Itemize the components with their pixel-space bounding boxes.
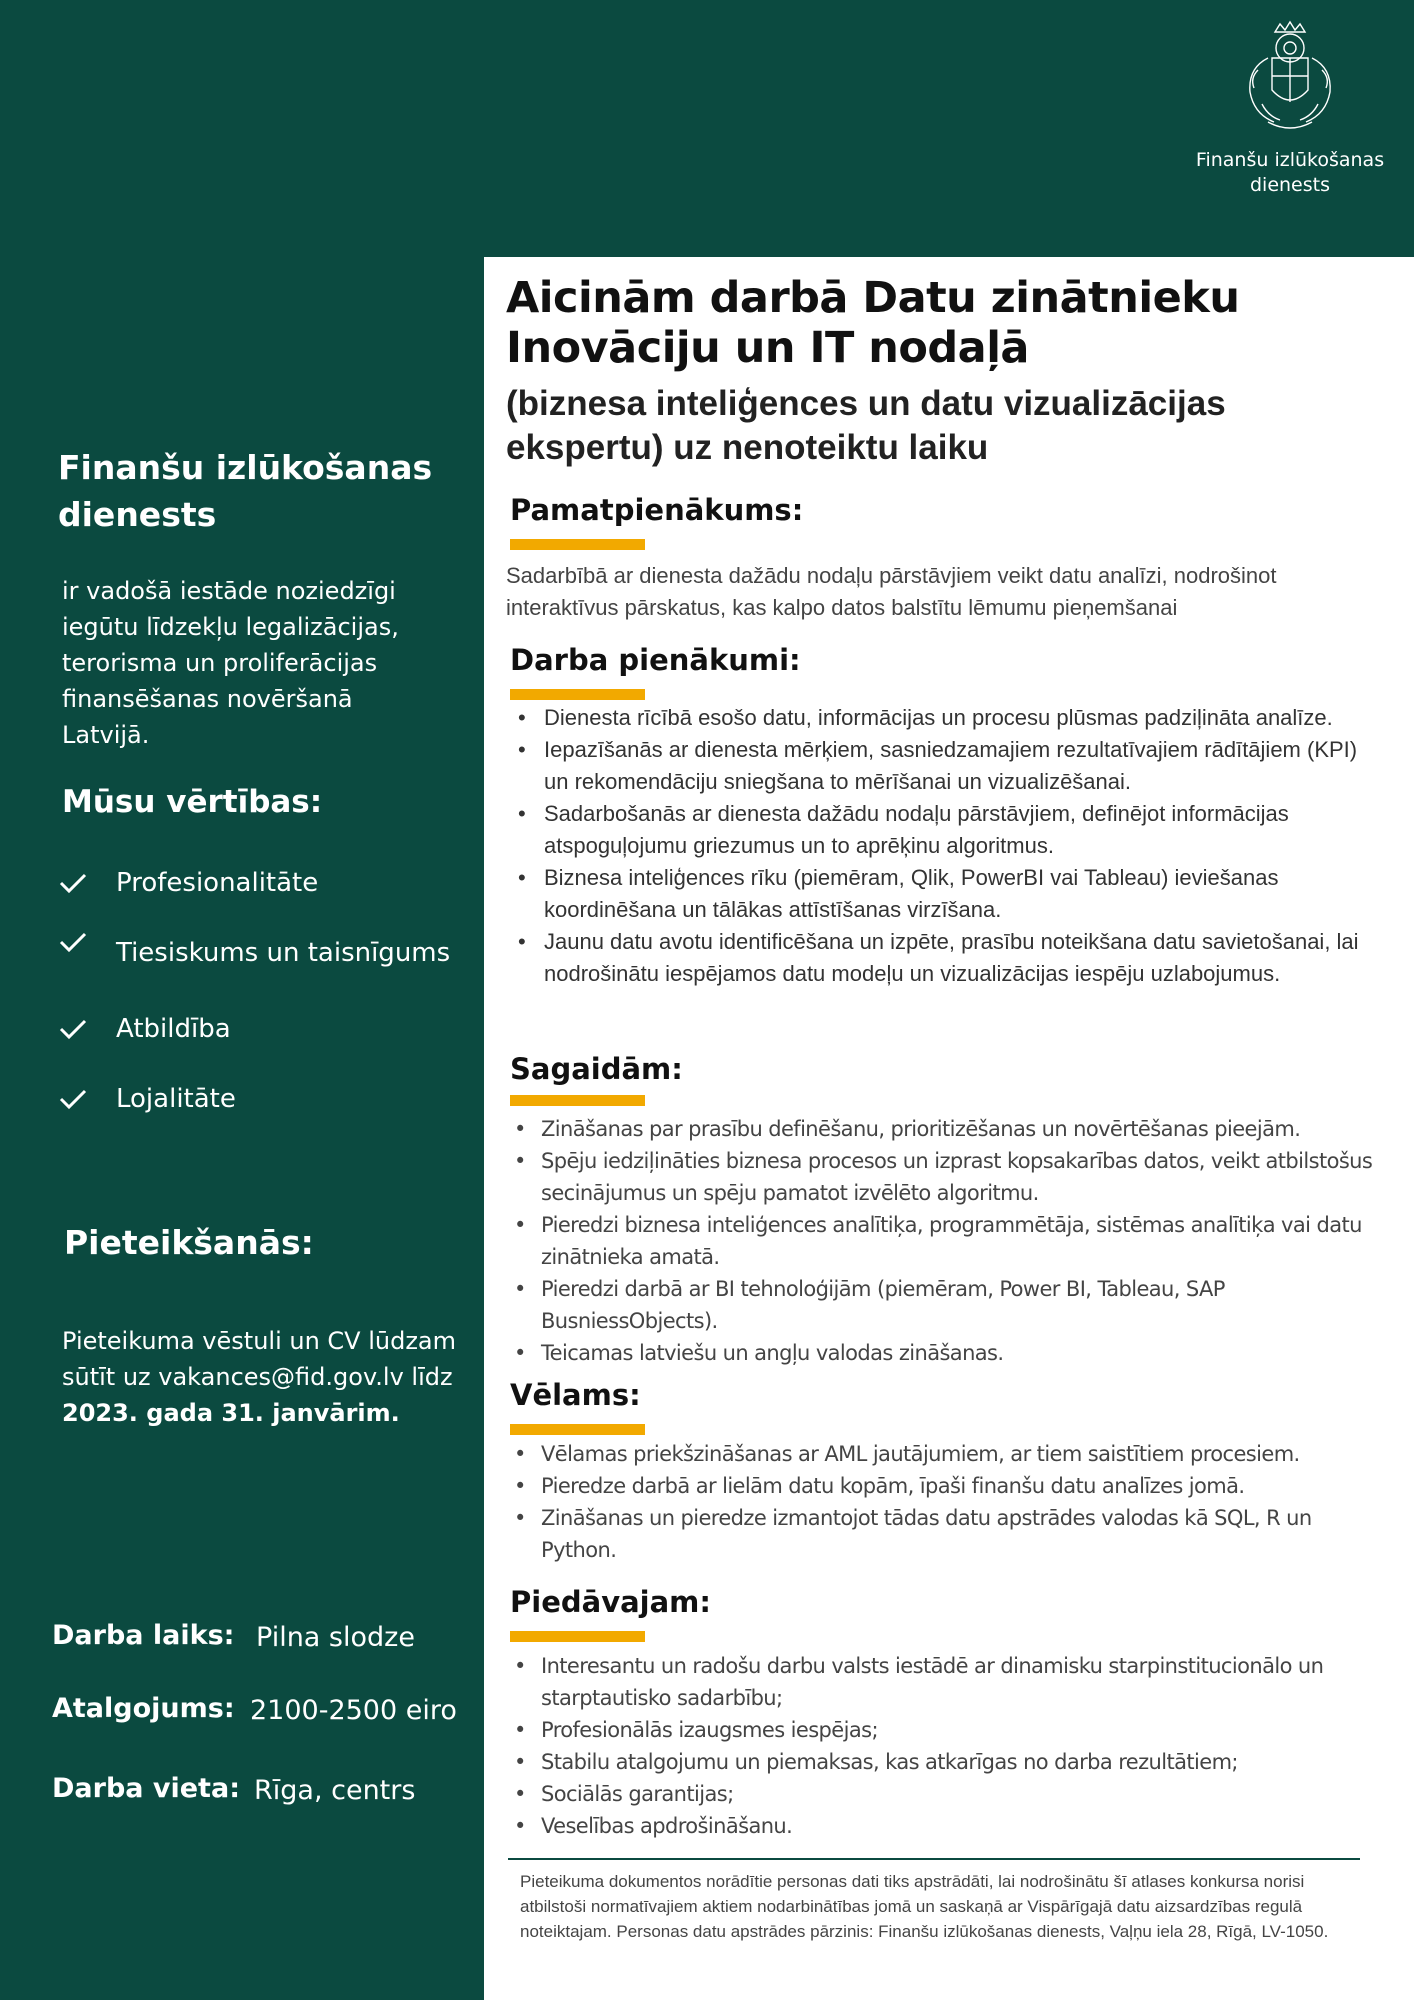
primary-duty-title: Pamatpienākums:	[510, 493, 804, 527]
values-title: Mūsu vērtības:	[62, 784, 323, 820]
list-item: • Veselības apdrošināšanu.	[514, 1810, 1374, 1842]
list-item: • Pieredzi darbā ar BI tehnoloģijām (piemēram, Power BI, Tableau, SAP BusniessObjects).	[514, 1273, 1374, 1337]
list-item: • Jaunu datu avotu identificēšana un izpēte, prasību noteikšana datu savietošanai, lai nodrošinātu iespējamos datu modeļu un vizualizācijas iespēju uzlabojumus.	[518, 926, 1378, 990]
value-label: Atbildība	[116, 1014, 231, 1044]
place-value: Rīga, centrs	[254, 1775, 416, 1806]
sidebar-description: ir vadošā iestāde noziedzīgi iegūtu līdzekļu legalizācijas, terorisma un proliferācijas finansēšanas novēršanā Latvijā.	[62, 577, 399, 749]
salary-value: 2100-2500 eiro	[250, 1695, 457, 1726]
place-label: Darba vieta:	[52, 1773, 240, 1804]
page-subtitle: (biznesa inteliģences un datu vizualizācijas ekspertu) uz nenoteiktu laiku	[506, 384, 1226, 467]
value-label: Tiesiskums un taisnīgums	[116, 938, 451, 968]
value-label: Profesionalitāte	[116, 868, 319, 898]
apply-title: Pieteikšanās:	[64, 1223, 314, 1262]
list-item: • Dienesta rīcībā esošo datu, informācijas un procesu plūsmas padziļināta analīze.	[518, 702, 1378, 734]
list-item: • Sociālās garantijas;	[514, 1778, 1374, 1810]
list-item: • Pieredze darbā ar lielām datu kopām, īpaši finanšu datu analīzes jomā.	[514, 1470, 1374, 1502]
primary-duty-text: Sadarbībā ar dienesta dažādu nodaļu pārstāvjiem veikt datu analīzi, nodrošinot interaktīvus pārskatus, kas kalpo datos balstītu lēmumu pieņemšanai	[506, 563, 1277, 620]
list-item: • Teicamas latviešu un angļu valodas zināšanas.	[514, 1337, 1374, 1369]
list-item: • Sadarbošanās ar dienesta dažādu nodaļu pārstāvjiem, definējot informācijas atspoguļojumu griezumus un to aprēķinu algoritmus.	[518, 798, 1378, 862]
list-item: • Vēlamas priekšzināšanas ar AML jautājumiem, ar tiem saistītiem procesiem.	[514, 1438, 1374, 1470]
list-item: • Pieredzi biznesa inteliģences analītiķa, programmētāja, sistēmas analītiķa vai datu zinātnieka amatā.	[514, 1209, 1374, 1273]
list-item: • Zināšanas un pieredze izmantojot tādas datu apstrādes valodas kā SQL, R un Python.	[514, 1502, 1374, 1566]
header-org-line2: dienests	[1249, 174, 1330, 196]
expect-title: Sagaidām:	[510, 1052, 683, 1086]
apply-instructions: Pieteikuma vēstuli un CV lūdzam sūtīt uz vakances@fid.gov.lv līdz	[62, 1327, 457, 1391]
desired-title: Vēlams:	[510, 1378, 641, 1412]
duties-title: Darba pienākumi:	[510, 643, 801, 677]
page-title-line2: Inovāciju un IT nodaļā	[506, 323, 1029, 373]
duties-list	[518, 702, 1378, 990]
salary-label: Atalgojums:	[52, 1693, 235, 1724]
offer-list	[514, 1650, 1374, 1842]
list-item: • Biznesa inteliģences rīku (piemēram, Qlik, PowerBI vai Tableau) ieviešanas koordinēšana un tālākas attīstīšanas virzīšana.	[518, 862, 1378, 926]
accent-bar	[510, 1095, 645, 1106]
value-label: Lojalitāte	[116, 1084, 236, 1114]
accent-bar	[510, 1424, 645, 1435]
desired-list	[514, 1438, 1374, 1566]
list-item: • Spēju iedziļināties biznesa procesos un izprast kopsakarības datos, veikt atbilstošus secinājumus un spēju pamatot izvēlēto algoritmu.	[514, 1145, 1374, 1209]
header-org-line1: Finanšu izlūkošanas	[1195, 149, 1385, 171]
sidebar-title: Finanšu izlūkošanas dienests	[58, 448, 433, 534]
list-item: • Profesionālās izaugsmes iespējas;	[514, 1714, 1374, 1746]
offer-title: Piedāvajam:	[510, 1585, 711, 1619]
work-time-label: Darba laiks:	[52, 1620, 235, 1651]
list-item: • Iepazīšanās ar dienesta mērķiem, sasniedzamajiem rezultatīvajiem rādītājiem (KPI) un rekomendāciju sniegšana to mērīšanai un vizualizēšanai.	[518, 734, 1378, 798]
accent-bar	[510, 1631, 645, 1642]
page-title-line1: Aicinām darbā Datu zinātnieku	[506, 273, 1240, 323]
page-title	[506, 273, 1386, 373]
privacy-footnote: Pieteikuma dokumentos norādītie personas dati tiks apstrādāti, lai nodrošinātu šī atlases konkursa norisi atbilstoši normatīvajiem aktiem nodarbinātības jomā un saskaņā ar Vispārīgajā datu aizsardzības regulā noteiktajam. Personas datu apstrādes pārzinis: Finanšu izlūkošanas dienests, Vaļņu iela 28, Rīgā, LV-1050.	[520, 1872, 1329, 1941]
accent-bar	[510, 539, 645, 550]
accent-bar	[510, 689, 645, 700]
footer-divider	[508, 1858, 1360, 1860]
expect-list	[514, 1113, 1374, 1369]
work-time-value: Pilna slodze	[256, 1622, 415, 1653]
list-item: • Stabilu atalgojumu un piemaksas, kas atkarīgas no darba rezultātiem;	[514, 1746, 1374, 1778]
list-item: • Interesantu un radošu darbu valsts iestādē ar dinamisku starpinstitucionālo un starptautisko sadarbību;	[514, 1650, 1374, 1714]
apply-deadline: 2023. gada 31. janvārim.	[62, 1399, 400, 1427]
list-item: • Zināšanas par prasību definēšanu, prioritizēšanas un novērtēšanas pieejām.	[514, 1113, 1374, 1145]
